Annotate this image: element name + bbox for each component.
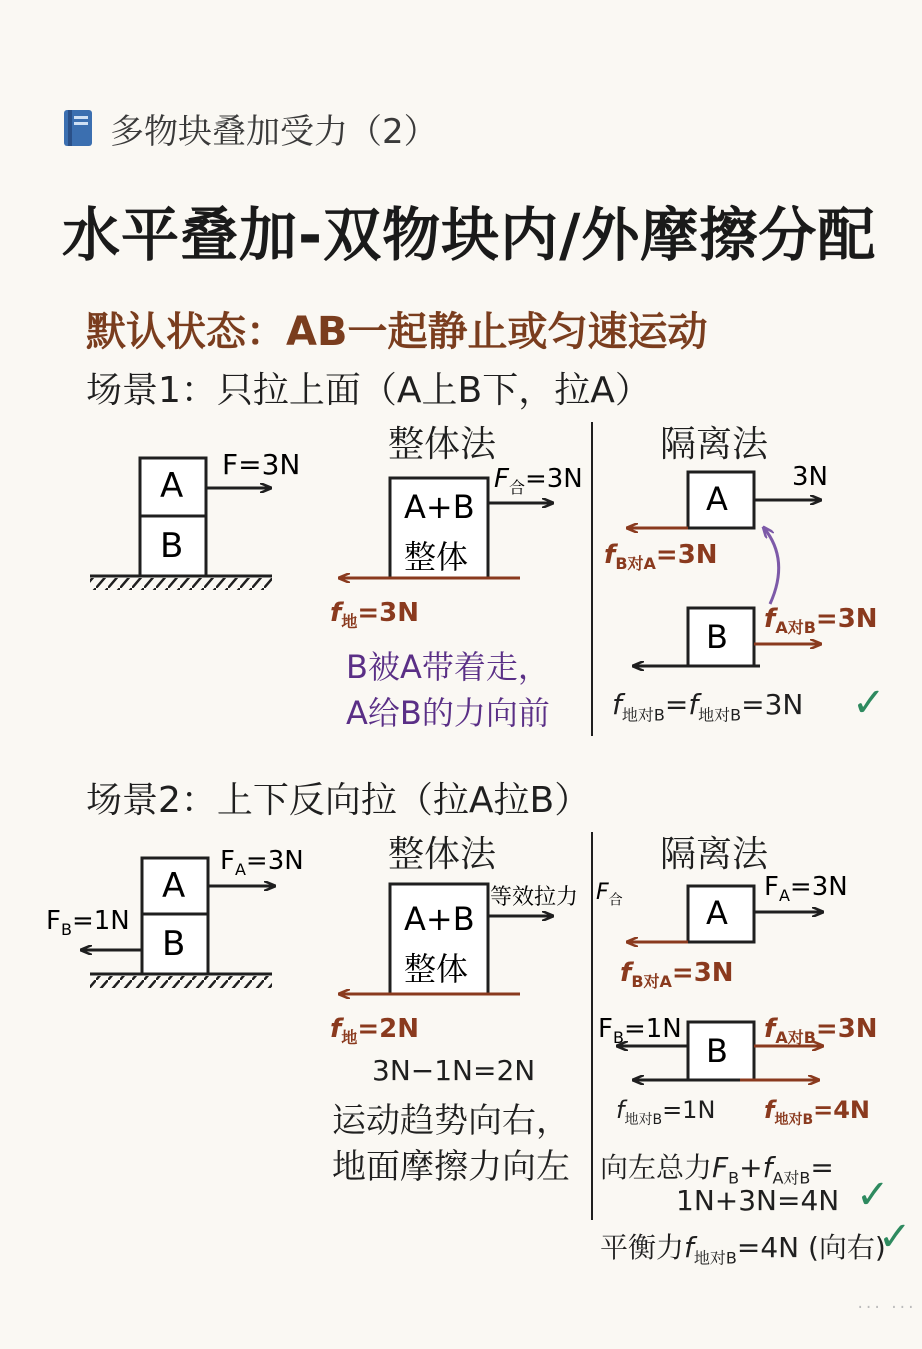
scene2-iso-ground-left-label: $f_{地对B}=1N$ (616, 1096, 716, 1128)
scene2-iso-fa-label: $F_A=3N$ (764, 872, 848, 906)
default-state: 默认状态：AB一起静止或匀速运动 (86, 309, 708, 355)
scene2-isolate-heading: 隔离法 (660, 834, 769, 875)
scene2-whole-line2: 整体 (404, 950, 469, 988)
scene1-force-label: F=3N (222, 448, 301, 481)
scene1-label-a: A (160, 466, 184, 506)
scene2-iso-label-b: B (706, 1032, 728, 1070)
scene1-iso-label-b: B (706, 618, 728, 656)
scene1-title: 场景1：只拉上面（A上B下，拉A） (86, 370, 651, 411)
scene1-whole-line2: 整体 (404, 538, 469, 576)
scene2-equiv-symbol: $F_合$ (596, 880, 623, 909)
header-title: 多物块叠加受力（2） (110, 112, 438, 152)
scene2-total-calc: 1N+3N=4N (676, 1184, 840, 1217)
scene1-whole-note-2: A给B的力向前 (346, 694, 550, 732)
scene2-whole-calc: 3N−1N=2N (372, 1054, 536, 1087)
scene1-iso-curve-arrow (764, 528, 779, 604)
scene1-iso-fab-label: $f_{A对B}=3N$ (764, 604, 878, 638)
scene1-whole-note-1: B被A带着走， (346, 648, 550, 686)
scene1-ground-hatch (90, 578, 272, 590)
scene1-check-icon: ✓ (852, 680, 886, 726)
scene1-iso-fba-label: $f_{B对A}=3N$ (604, 540, 718, 574)
scene1-whole-heading: 整体法 (388, 424, 497, 465)
scene1-whole-force-label: $F_合=3N$ (494, 464, 583, 498)
watermark: ··· ··· (856, 1300, 916, 1316)
scene2-whole-note-2: 地面摩擦力向左 (332, 1147, 570, 1187)
scene1-iso-equation: $f_{地对B}=f_{地对B}=3N$ (612, 688, 804, 725)
scene1-iso-label-a: A (706, 480, 728, 518)
scene2-whole-note-1: 运动趋势向右， (332, 1101, 570, 1141)
scene2-iso-label-a: A (706, 894, 728, 932)
scene2-whole-heading: 整体法 (388, 834, 497, 875)
scene1-whole-line1: A+B (404, 488, 475, 526)
scene2-whole-friction-label: $f_地=2N$ (330, 1014, 419, 1048)
scene2-title: 场景2：上下反向拉（拉A拉B） (86, 780, 591, 821)
scene2-iso-fba-label: $f_{B对A}=3N$ (620, 958, 734, 992)
scene2-iso-fb-label: $F_B=1N$ (598, 1014, 682, 1048)
scene2-iso-fab-label: $f_{A对B}=3N$ (764, 1014, 878, 1048)
scene2-equiv-label: 等效拉力 (490, 885, 579, 910)
scene2-fa-label: $F_A=3N$ (220, 846, 304, 880)
scene2-whole-line1: A+B (404, 900, 475, 938)
main-title: 水平叠加-双物块内/外摩擦分配 (62, 201, 877, 269)
scene2-label-b: B (162, 924, 186, 964)
scene1-isolate-heading: 隔离法 (660, 424, 769, 465)
scene2-check-icon-1: ✓ (856, 1172, 890, 1218)
scene2-ground-hatch (90, 976, 272, 988)
scene1-label-b: B (160, 526, 184, 566)
scene2-fb-label: $F_B=1N$ (46, 906, 130, 940)
scene2-balance-line: 平衡力$f_{地对B}=4N$ (向右) (600, 1231, 886, 1268)
scene1-whole-friction-label: $f_地=3N$ (330, 598, 419, 632)
scene2-total-line: 向左总力$F_B+f_{A对B}=$ (600, 1151, 834, 1188)
scene1-iso-pull-label: 3N (792, 462, 828, 492)
scene2-iso-ground-right-label: $f_{地对B}=4N$ (764, 1096, 871, 1128)
scene2-check-icon-2: ✓ (878, 1214, 912, 1260)
scene2-label-a: A (162, 866, 186, 906)
